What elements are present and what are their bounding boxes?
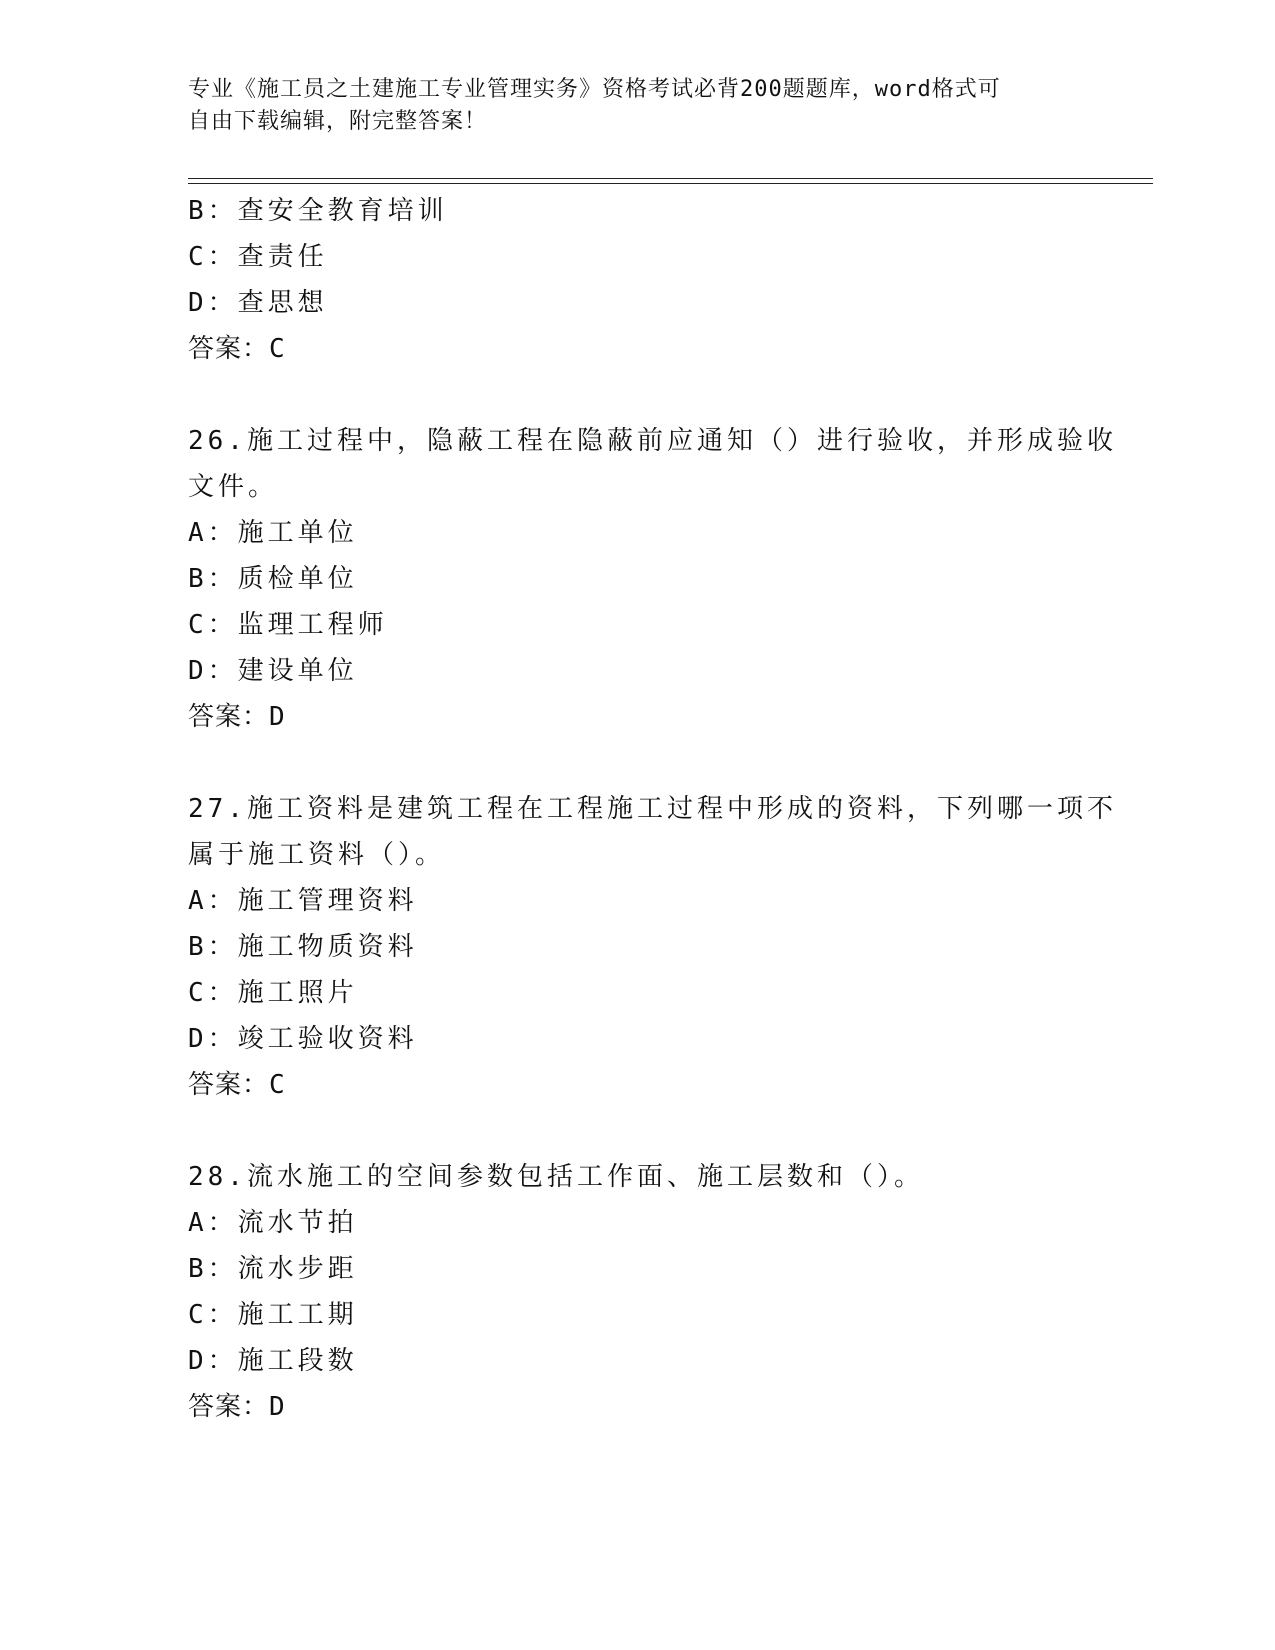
option-c: C：查责任 <box>188 242 328 272</box>
option-d: D：施工段数 <box>188 1346 358 1376</box>
header-rule-top <box>188 178 1153 179</box>
option-a: A：流水节拍 <box>188 1208 358 1238</box>
option-d: D：查思想 <box>188 288 328 318</box>
spacer <box>188 740 1088 786</box>
option-b: B：施工物质资料 <box>188 932 418 962</box>
option-d: D：竣工验收资料 <box>188 1024 418 1054</box>
header-line-2: 自由下载编辑，附完整答案！ <box>188 109 488 134</box>
question-stem-line-1: 26.施工过程中，隐蔽工程在隐蔽前应通知（）进行验收，并形成验收 <box>188 426 1117 456</box>
option-c: C：施工照片 <box>188 978 358 1008</box>
header-line-1: 专业《施工员之土建施工专业管理实务》资格考试必背200题题库，word格式可 <box>188 77 1001 102</box>
question-content <box>188 188 1117 1430</box>
option-b: B：查安全教育培训 <box>188 196 448 226</box>
page-header <box>188 74 1068 138</box>
question-26 <box>188 418 1117 740</box>
answer: 答案：D <box>188 702 286 732</box>
question-stem-line-1: 27.施工资料是建筑工程在工程施工过程中形成的资料，下列哪一项不 <box>188 794 1117 824</box>
option-c: C：监理工程师 <box>188 610 388 640</box>
option-d: D：建设单位 <box>188 656 358 686</box>
question-25-tail <box>188 188 1088 372</box>
answer: 答案：C <box>188 334 286 364</box>
option-c: C：施工工期 <box>188 1300 358 1330</box>
question-28 <box>188 1154 1088 1430</box>
answer: 答案：D <box>188 1392 286 1422</box>
option-a: A：施工单位 <box>188 518 358 548</box>
spacer <box>188 1108 1088 1154</box>
question-stem-line-1: 28.流水施工的空间参数包括工作面、施工层数和（）。 <box>188 1162 924 1192</box>
option-b: B：流水步距 <box>188 1254 358 1284</box>
option-a: A：施工管理资料 <box>188 886 418 916</box>
option-b: B：质检单位 <box>188 564 358 594</box>
answer: 答案：C <box>188 1070 286 1100</box>
header-rule-bottom <box>188 183 1153 184</box>
question-27 <box>188 786 1117 1108</box>
question-stem-line-2: 属于施工资料（）。 <box>188 840 446 870</box>
spacer <box>188 372 1088 418</box>
question-stem-line-2: 文件。 <box>188 472 279 502</box>
